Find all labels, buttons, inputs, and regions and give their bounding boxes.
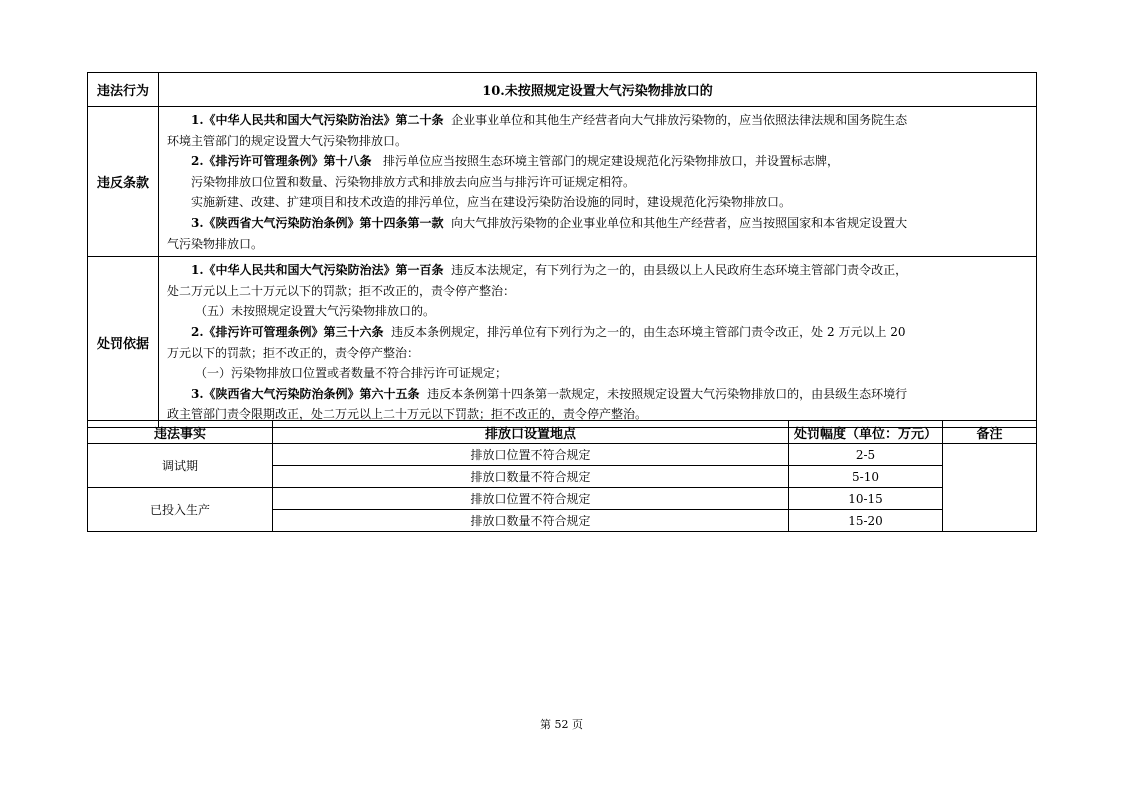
clause-1-line-2: 环境主管部门的规定设置大气污染物排放口。: [167, 133, 408, 148]
basis-2-text: 违反本条例规定，排污单位有下列行为之一的，由生态环境主管部门责令改正，处 2 万元以上 20: [391, 324, 906, 339]
basis-3-line-1: [167, 384, 1030, 405]
clause-1-line-1: [167, 110, 1030, 131]
clause-3-ref: 3.《陕西省大气污染防治条例》第十四条第一款: [191, 215, 444, 230]
penalty-table-header: [88, 421, 1037, 444]
violation-title: 10.未按照规定设置大气污染物排放口的: [159, 73, 1037, 107]
range-cell: 15-20: [789, 510, 943, 532]
clause-1-ref: 1.《中华人民共和国大气污染防治法》第二十条: [191, 113, 444, 127]
header-location: 排放口设置地点: [273, 421, 789, 444]
header-row: [88, 73, 1037, 107]
violation-clauses-label: 违反条款: [88, 107, 159, 257]
penalty-basis-label: 处罚依据: [88, 257, 159, 428]
basis-1-ref: 1.《中华人民共和国大气污染防治法》第一百条: [191, 263, 444, 278]
table-row: [88, 488, 1037, 510]
penalty-basis-row: [88, 257, 1037, 428]
header-remark: 备注: [943, 421, 1037, 444]
basis-1-text: 违反本法规定，有下列行为之一的，由县级以上人民政府生态环境主管部门责令改正，: [451, 263, 908, 278]
basis-2-line-1: [167, 322, 1030, 343]
penalty-basis-content: [159, 257, 1037, 428]
page-number: 第 52 页: [540, 718, 583, 731]
header-range: 处罚幅度（单位：万元）: [789, 421, 943, 444]
header-col-label: 违法行为: [88, 73, 159, 107]
basis-1-line-3: （五）未按照规定设置大气污染物排放口的。: [195, 304, 436, 319]
penalty-table: [87, 420, 1037, 532]
clause-2-text: 排污单位应当按照生态环境主管部门的规定建设规范化污染物排放口，并设置标志牌，: [382, 154, 839, 169]
table-row: [88, 444, 1037, 466]
clause-3-line-2: 气污染物排放口。: [167, 236, 264, 251]
clause-2-line-1: [167, 151, 1030, 172]
violation-clauses-content: [159, 107, 1037, 257]
basis-1-line-1: [167, 260, 1030, 281]
location-cell: 排放口数量不符合规定: [273, 466, 789, 488]
main-table: [87, 72, 1037, 428]
basis-2-ref: 2.《排污许可管理条例》第三十六条: [191, 324, 384, 339]
basis-1-line-2: 处二万元以上二十万元以下的罚款；拒不改正的，责令停产整治：: [167, 283, 516, 298]
basis-2-line-3: （一）污染物排放口位置或者数量不符合排污许可证规定；: [195, 366, 508, 381]
clause-3-text: 向大气排放污染物的企业事业单位和其他生产经营者，应当按照国家和本省规定设置大: [451, 215, 908, 230]
range-cell: 10-15: [789, 488, 943, 510]
clause-2-line-2: 污染物排放口位置和数量、污染物排放方式和排放去向应当与排污许可证规定相符。: [191, 174, 636, 189]
basis-2-line-2: 万元以下的罚款；拒不改正的，责令停产整治：: [167, 345, 420, 360]
violation-clauses-row: [88, 107, 1037, 257]
basis-3-line-2: 政主管部门责令限期改正，处二万元以上二十万元以下罚款；拒不改正的，责令停产整治。: [167, 407, 648, 422]
clause-2-ref: 2.《排污许可管理条例》第十八条: [191, 154, 372, 169]
location-cell: 排放口数量不符合规定: [273, 510, 789, 532]
range-cell: 5-10: [789, 466, 943, 488]
clause-1-text: 企业事业单位和其他生产经营者向大气排放污染物的，应当依照法律法规和国务院生态: [451, 113, 908, 127]
range-cell: 2-5: [789, 444, 943, 466]
basis-3-text: 违反本条例第十四条第一款规定，未按照规定设置大气污染物排放口的，由县级生态环境行: [427, 386, 908, 401]
fact-cell: 调试期: [88, 444, 273, 488]
location-cell: 排放口位置不符合规定: [273, 488, 789, 510]
fact-cell: 已投入生产: [88, 488, 273, 532]
header-fact: 违法事实: [88, 421, 273, 444]
remark-cell: [943, 444, 1037, 532]
clause-3-line-1: [167, 213, 1030, 234]
clause-2-line-3: 实施新建、改建、扩建项目和技术改造的排污单位，应当在建设污染防治设施的同时，建设规范化污染物排放口。: [191, 195, 792, 210]
location-cell: 排放口位置不符合规定: [273, 444, 789, 466]
basis-3-ref: 3.《陕西省大气污染防治条例》第六十五条: [191, 386, 420, 401]
